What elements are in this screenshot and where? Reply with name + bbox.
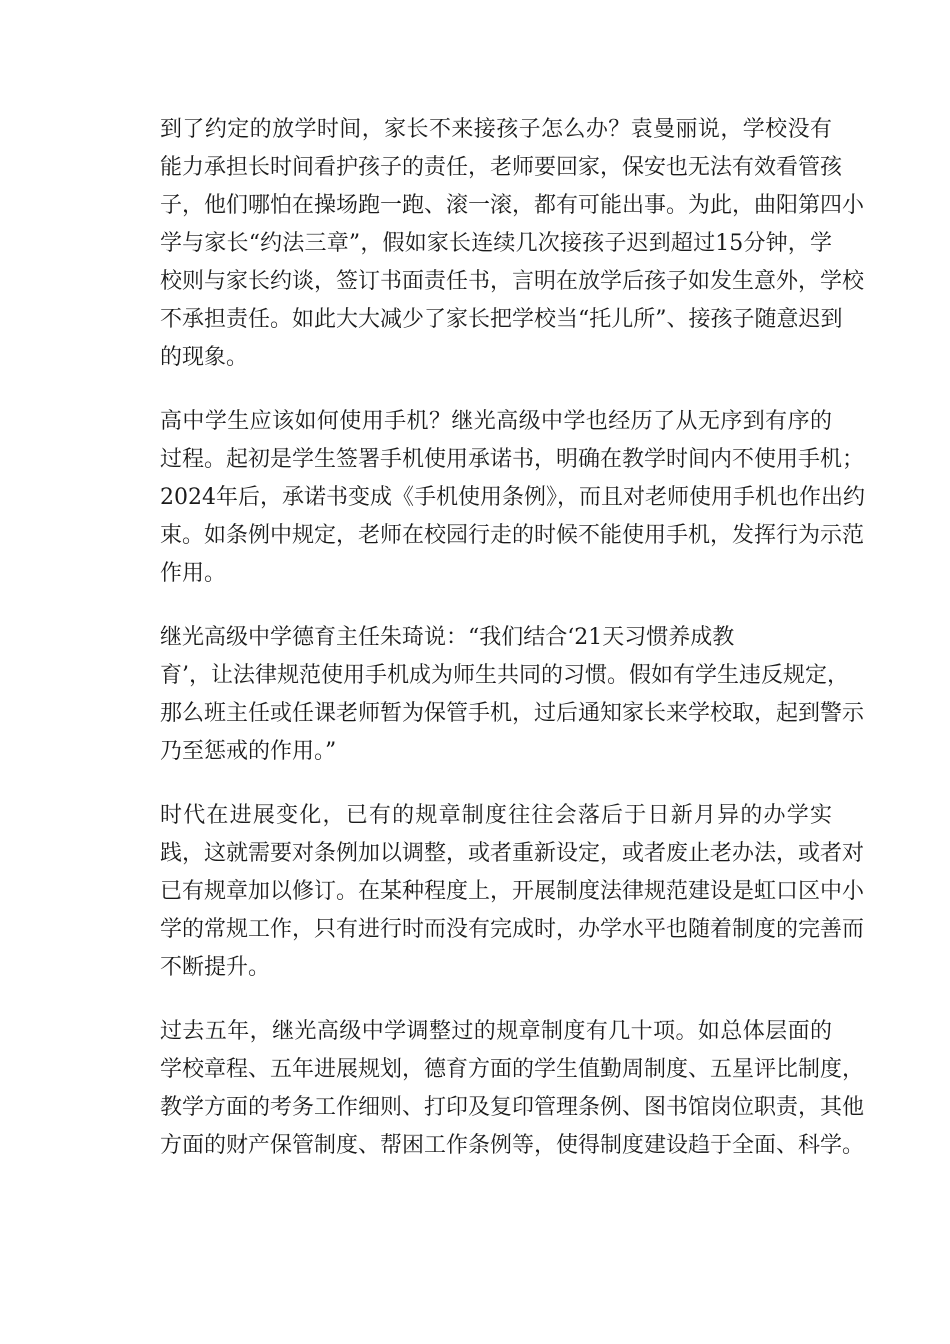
paragraph-2 xyxy=(116,403,865,593)
paragraph-line: 学与家长“约法三章”，假如家长连续几次接孩子迟到超过15分钟，学 xyxy=(160,231,832,256)
paragraph-line: 子，他们哪怕在操场跑一跑、滚一滚，都有可能出事。为此，曲阳第四小 xyxy=(160,193,865,218)
paragraph-line: 已有规章加以修订。在某种程度上，开展制度法律规范建设是虹口区中小 xyxy=(160,879,865,904)
paragraph-line: 继光高级中学德育主任朱琦说：“我们结合‘21天习惯养成教 xyxy=(160,625,735,650)
paragraph-line: 能力承担长时间看护孩子的责任，老师要回家，保安也无法有效看管孩 xyxy=(160,155,843,180)
paragraph-line: 的现象。 xyxy=(160,345,249,370)
document-body xyxy=(116,111,865,1191)
paragraph-line: 不承担责任。如此大大减少了家长把学校当“托儿所”、接孩子随意迟到 xyxy=(160,307,843,332)
paragraph-line: 时代在进展变化，已有的规章制度往往会落后于日新月异的办学实 xyxy=(160,803,832,828)
paragraph-1 xyxy=(116,111,865,377)
paragraph-line: 校则与家长约谈，签订书面责任书，言明在放学后孩子如发生意外，学校 xyxy=(160,269,865,294)
paragraph-line: 过去五年，继光高级中学调整过的规章制度有几十项。如总体层面的 xyxy=(160,1019,832,1044)
paragraph-5 xyxy=(116,1013,865,1165)
paragraph-line: 乃至惩戒的作用。” xyxy=(160,739,337,764)
paragraph-line: 作用。 xyxy=(160,561,227,586)
paragraph-line: 不断提升。 xyxy=(160,955,271,980)
paragraph-4 xyxy=(116,797,865,987)
paragraph-line: 到了约定的放学时间，家长不来接孩子怎么办？袁曼丽说，学校没有 xyxy=(160,117,832,142)
paragraph-3 xyxy=(116,619,865,771)
paragraph-line: 学的常规工作，只有进行时而没有完成时，办学水平也随着制度的完善而 xyxy=(160,917,865,942)
paragraph-line: 过程。起初是学生签署手机使用承诺书，明确在教学时间内不使用手机； xyxy=(160,447,865,472)
paragraph-line: 育’，让法律规范使用手机成为师生共同的习惯。假如有学生违反规定， xyxy=(160,663,849,688)
paragraph-line: 方面的财产保管制度、帮困工作条例等，使得制度建设趋于全面、科学。 xyxy=(160,1133,865,1158)
paragraph-line: 2024年后，承诺书变成《手机使用条例》，而且对老师使用手机也作出约 xyxy=(160,485,865,510)
paragraph-line: 学校章程、五年进展规划，德育方面的学生值勤周制度、五星评比制度， xyxy=(160,1057,865,1082)
paragraph-line: 践，这就需要对条例加以调整，或者重新设定，或者废止老办法，或者对 xyxy=(160,841,865,866)
paragraph-line: 高中学生应该如何使用手机？继光高级中学也经历了从无序到有序的 xyxy=(160,409,832,434)
paragraph-line: 束。如条例中规定，老师在校园行走的时候不能使用手机，发挥行为示范 xyxy=(160,523,865,548)
paragraph-line: 教学方面的考务工作细则、打印及复印管理条例、图书馆岗位职责，其他 xyxy=(160,1095,865,1120)
paragraph-line: 那么班主任或任课老师暂为保管手机，过后通知家长来学校取，起到警示 xyxy=(160,701,865,726)
